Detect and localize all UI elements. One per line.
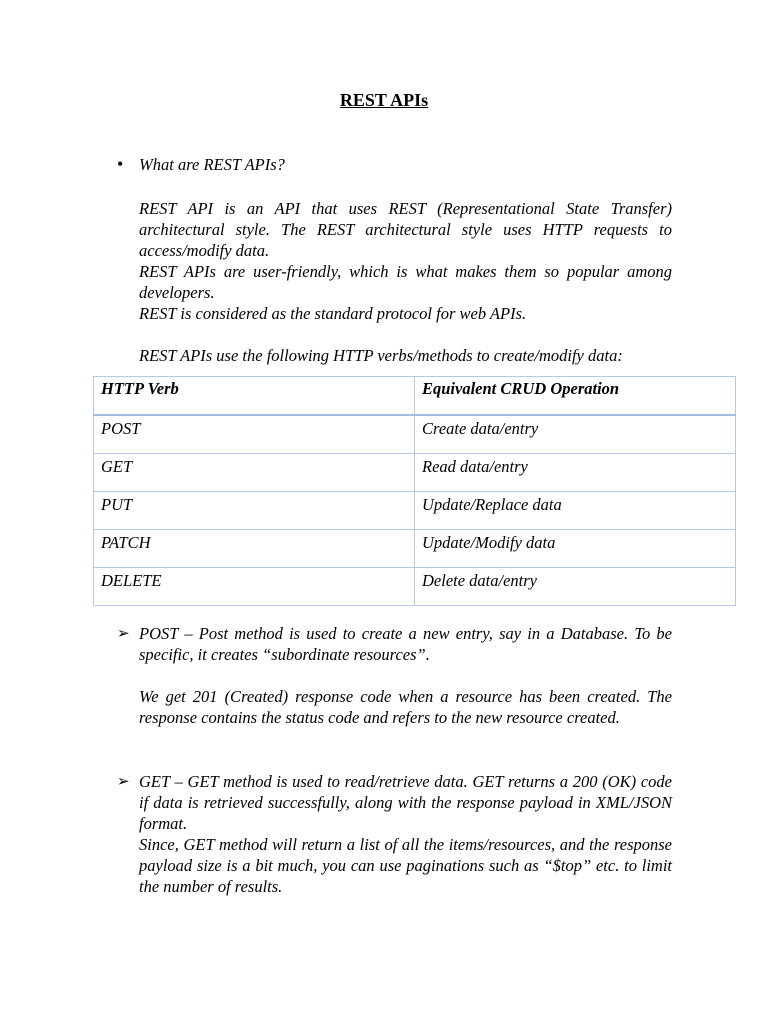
table-header-row <box>94 377 736 416</box>
table-cell: GET <box>94 454 415 492</box>
intro-paragraph: REST is considered as the standard protocol for web APIs. <box>139 304 527 323</box>
table-row <box>94 415 736 454</box>
table-header-cell: Equivalent CRUD Operation <box>415 377 736 416</box>
table-cell: PATCH <box>94 530 415 568</box>
post-paragraph: POST – Post method is used to create a new entry, say in a Database. To be specific, it creates “subordinate resources”. <box>139 624 672 664</box>
bullet-icon: • <box>117 154 124 174</box>
table-cell: Create data/entry <box>415 415 736 454</box>
arrow-bullet-icon: ➢ <box>117 624 130 642</box>
table-row <box>94 492 736 530</box>
get-section <box>139 771 672 897</box>
table-cell: Delete data/entry <box>415 568 736 606</box>
http-verb-table <box>93 376 736 606</box>
table-row <box>94 568 736 606</box>
table-cell: Update/Replace data <box>415 492 736 530</box>
table-intro: REST APIs use the following HTTP verbs/methods to create/modify data: <box>139 346 623 365</box>
post-section <box>139 623 672 728</box>
intro-paragraph: REST APIs are user-friendly, which is what makes them so popular among developers. <box>139 262 672 302</box>
get-paragraph: GET – GET method is used to read/retrieve data. GET returns a 200 (OK) code if data is retrieved successfully, along with the response payload in XML/JSON format. <box>139 772 672 833</box>
document-title: REST APIs <box>339 90 429 110</box>
table-header-cell: HTTP Verb <box>94 377 415 416</box>
get-paragraph: Since, GET method will return a list of all the items/resources, and the response payload size is a bit much, you can use paginations such as “$top” etc. to limit the number of results. <box>139 835 672 896</box>
table-row <box>94 454 736 492</box>
intro-block <box>139 198 672 324</box>
table-row <box>94 530 736 568</box>
table-cell: DELETE <box>94 568 415 606</box>
table-cell: PUT <box>94 492 415 530</box>
post-paragraph: We get 201 (Created) response code when a resource has been created. The response contains the status code and refers to the new resource created. <box>139 687 672 727</box>
table-cell: POST <box>94 415 415 454</box>
table-cell: Read data/entry <box>415 454 736 492</box>
bullet-heading: What are REST APIs? <box>139 155 285 174</box>
arrow-bullet-icon: ➢ <box>117 772 130 790</box>
table-cell: Update/Modify data <box>415 530 736 568</box>
intro-paragraph: REST API is an API that uses REST (Representational State Transfer) architectural style. The REST architectural style uses HTTP requests to access/modify data. <box>139 199 672 260</box>
